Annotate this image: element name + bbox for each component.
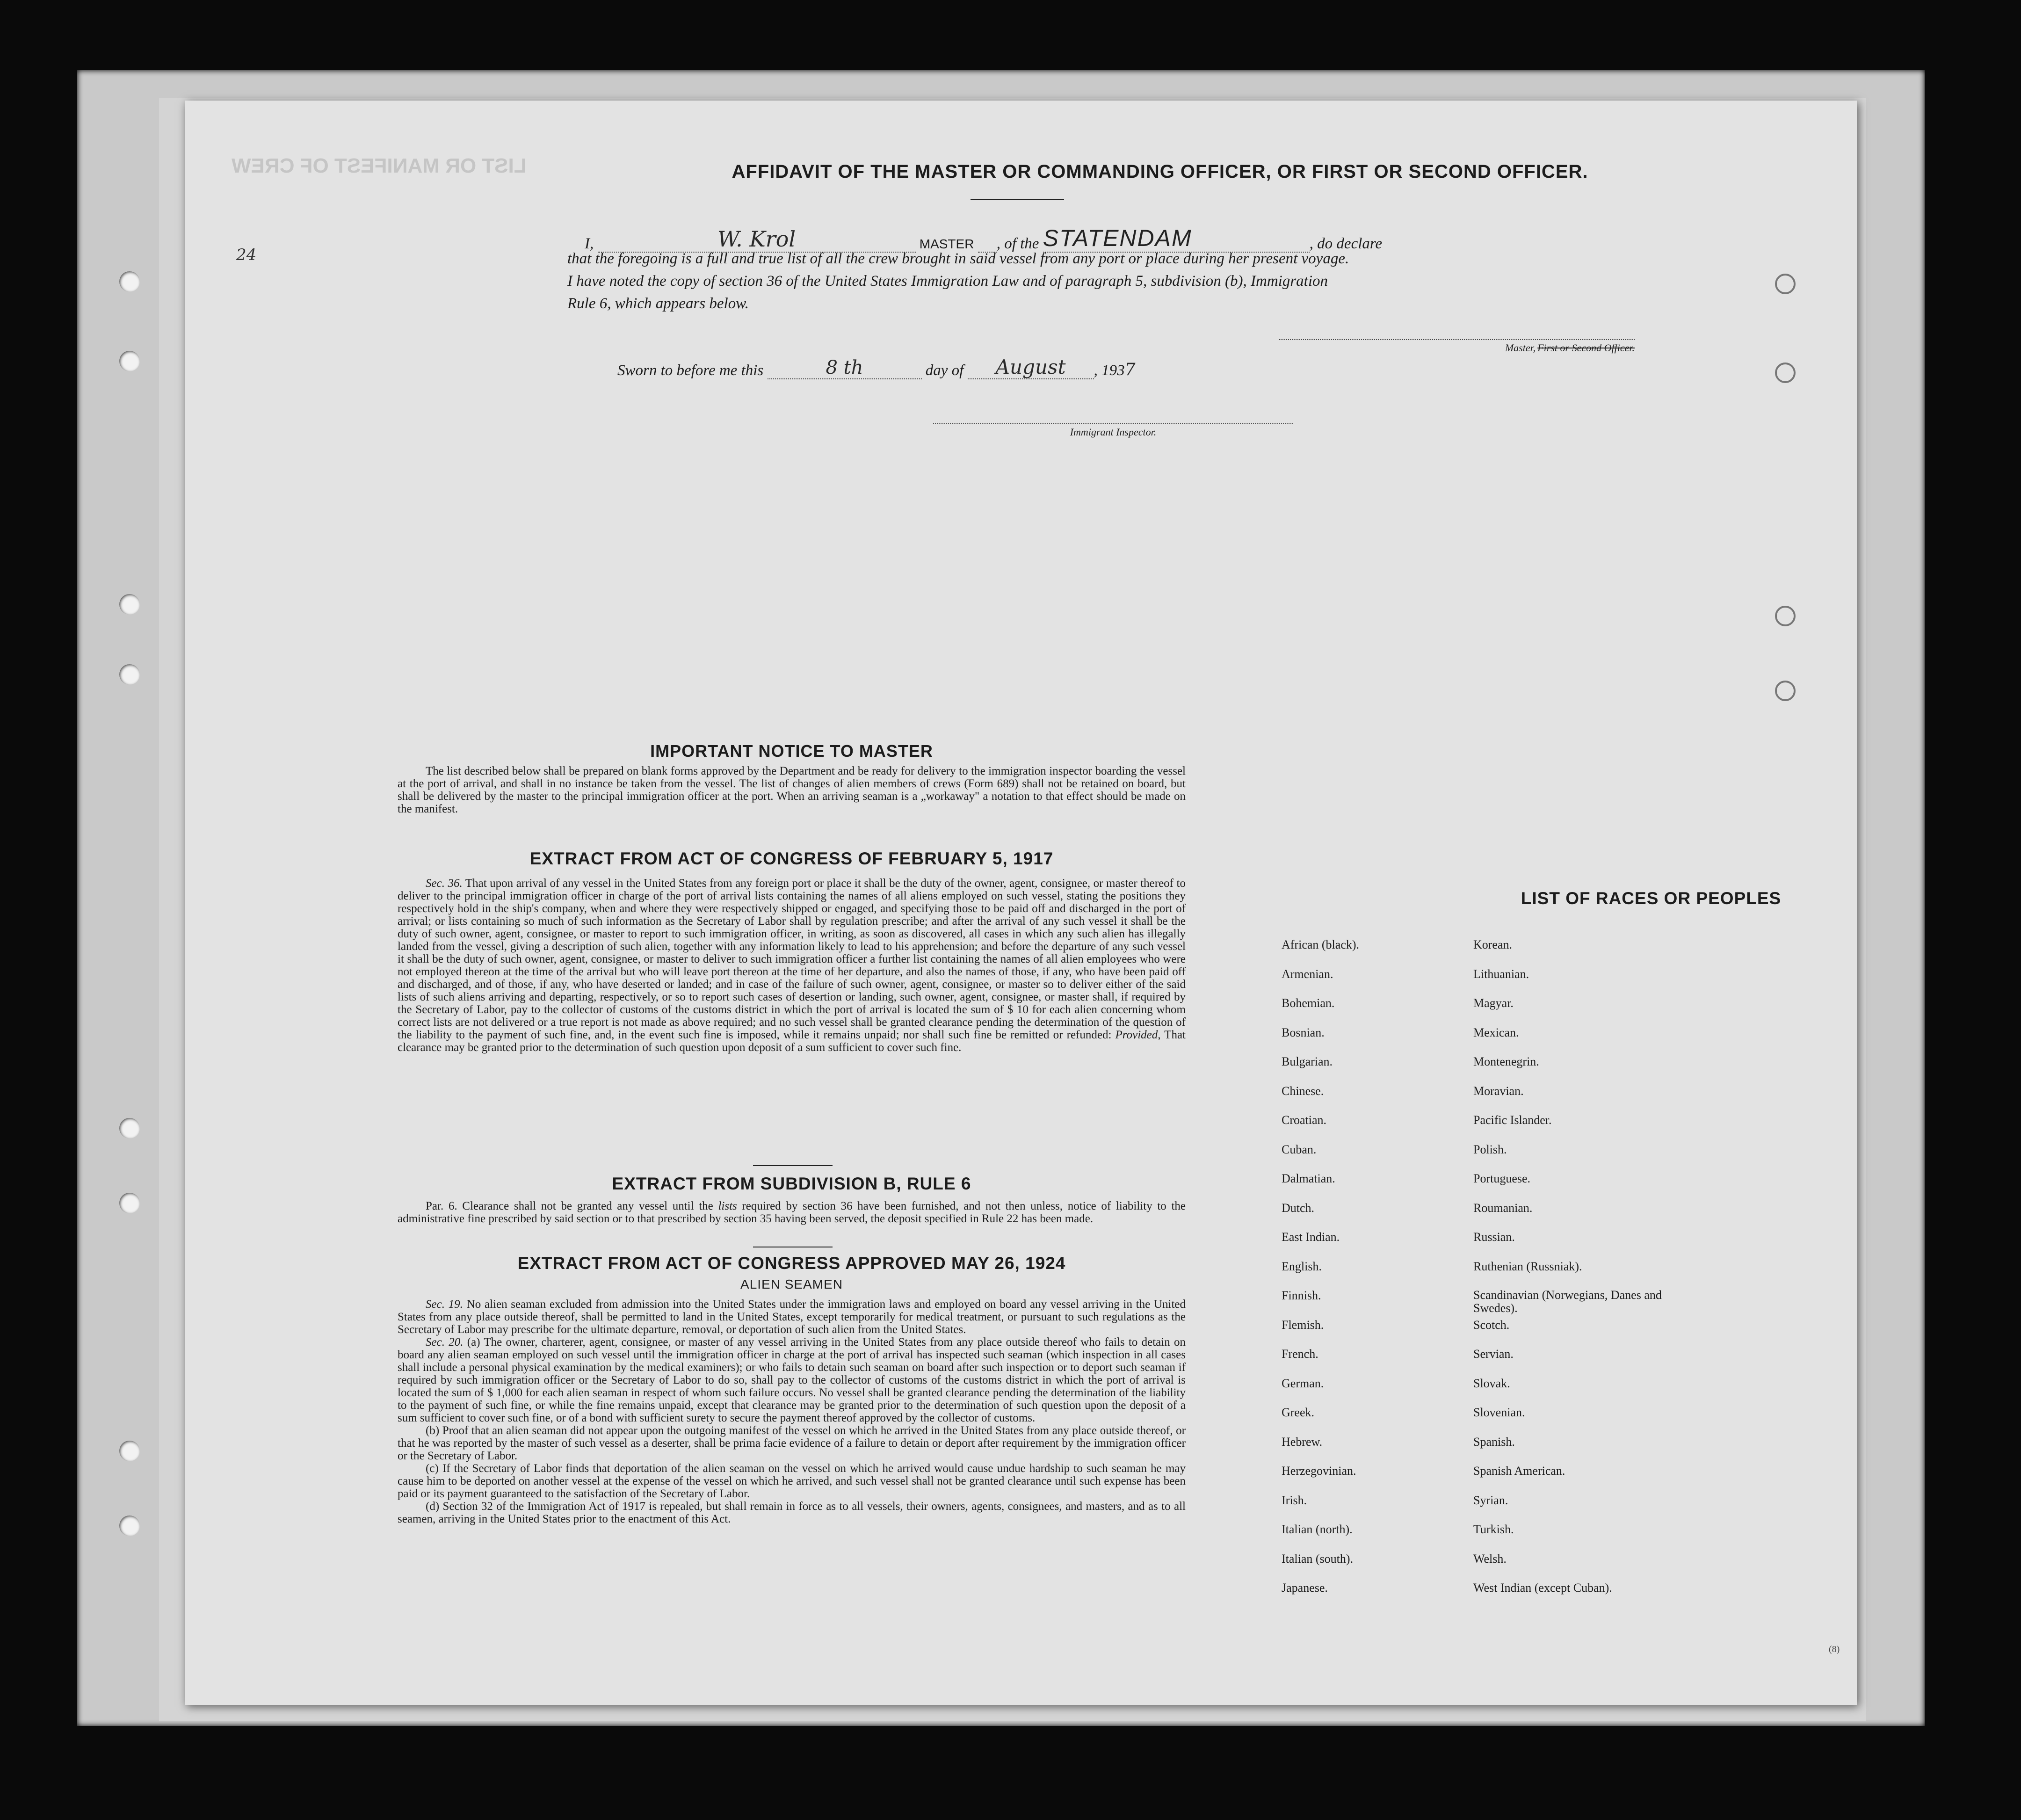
punch-hole xyxy=(119,1193,140,1213)
sec-19-paragraph xyxy=(398,1298,1186,1336)
lists-word: lists xyxy=(718,1200,737,1212)
affidavit-i: I, xyxy=(585,235,594,252)
bleed-through-text: LIST OR MANIFEST OF CREW xyxy=(232,154,527,177)
race-item: Cuban. xyxy=(1282,1142,1317,1156)
sec-36-body: That upon arrival of any vessel in the United States from any foreign port or place it shall be the duty of the owner, agent, consignee, or master thereof to deliver to the principal immigration officer in charge of the port of arrival lists containing the names of all aliens employed on such vessel, stating the positions they respectively hold in the ship's company, when and where they were respectively shipped or engaged, and specifying those to be paid off and discharged in the port of arrival; or lists containing so much of such information as the Secretary of Labor shall by regulation prescribe; and after the arrival of any such vessel it shall be the duty of such owner, agent, consignee, or master to report to such immigration officer, in writing, as soon as discovered, all cases in which any such alien has illegally landed from the vessel, giving a description of such alien, together with any information likely to lead to his apprehension; and before the departure of any such vessel it shall be the duty of such owner, agent, consignee, or master to deliver to such immigration officer a further list containing the names of all alien employees who were not employed thereon at the time of the arrival but who will leave port thereon at the time of her departure, and also the names of those, if any, who have been paid off and discharged, and of those, if any, who have deserted or landed; and in case of the failure of such owner, agent, consignee, or master so to deliver either of the said lists of such aliens arriving and departing, respectively, or so to report such cases of desertion or landing, such owner, agent, consignee, or master shall, if required by the Secretary of Labor, pay to the collector of customs of the customs district in which the port of arrival is located the sum of $ 10 for each alien concerning whom correct lists are not delivered or a true report is not made as above required; and no such vessel shall be granted clearance pending the determination of the question of the liability to the payment of such fine, and, in the event such fine is imposed, while it remains unpaid; nor shall such fine be remitted or refunded: xyxy=(398,877,1186,1041)
punch-hole xyxy=(119,271,140,292)
race-item: Moravian. xyxy=(1473,1084,1524,1098)
race-item: Bosnian. xyxy=(1282,1025,1325,1039)
race-item: Italian (south). xyxy=(1282,1552,1354,1566)
extract-1917-heading: EXTRACT FROM ACT OF CONGRESS OF FEBRUARY 5, 1917 xyxy=(529,849,1054,868)
extract-1924-heading: EXTRACT FROM ACT OF CONGRESS APPROVED MAY 26, 1924 xyxy=(517,1254,1066,1273)
race-item: Japanese. xyxy=(1282,1581,1328,1595)
sworn-line xyxy=(617,355,1136,379)
race-item: Dutch. xyxy=(1282,1201,1315,1215)
race-item: Servian. xyxy=(1473,1347,1514,1361)
inspector-label: Immigrant Inspector. xyxy=(1070,426,1157,438)
race-item: Montenegrin. xyxy=(1473,1055,1539,1068)
sec-20-label: Sec. 20. xyxy=(426,1336,464,1349)
sec-20a-body: (a) The owner, charterer, agent, consignee, or master of any vessel arriving in the United States from any place outside thereof who fails to detain on board any alien seaman employed on such vessel until the immigration officer in charge at the port of arrival has inspected such seaman (which inspection in all cases shall include a personal physical examination by the medical examiners); or who fails to detain such seaman on board after such inspection or to deport such seaman if required by such immigration officer or the Secretary of Labor to do so, shall pay to the collector of customs of the customs district in which the port of arrival is located the sum of $ 1,000 for each alien seaman in respect of whom such failure occurs. No vessel shall be granted clearance pending the determination of the liability to the payment of such fine, or while the fine remains unpaid, except that clearance may be granted prior to the determination of such question upon the deposit of a sum sufficient to cover such fine, or of a bond with sufficient surety to secure the payment thereof approved by the collector of customs. xyxy=(398,1336,1186,1424)
rank-label: MASTER xyxy=(919,237,974,251)
sec-20a-paragraph xyxy=(398,1336,1186,1424)
affidavit-title: AFFIDAVIT OF THE MASTER OR COMMANDING OFFICER, OR FIRST OR SECOND OFFICER. xyxy=(732,161,1588,182)
race-item: Finnish. xyxy=(1282,1289,1321,1302)
race-item: Dalmatian. xyxy=(1282,1172,1335,1185)
race-item: Flemish. xyxy=(1282,1318,1324,1332)
signer-name: W. Krol xyxy=(717,226,796,252)
do-declare-label: , do declare xyxy=(1309,235,1383,252)
race-item: Armenian. xyxy=(1282,967,1333,981)
extract-1924-text xyxy=(398,1298,1186,1525)
race-item: Hebrew. xyxy=(1282,1435,1323,1449)
race-item: Spanish American. xyxy=(1473,1464,1565,1478)
race-item: Scotch. xyxy=(1473,1318,1510,1332)
ring-mark xyxy=(1775,606,1796,626)
punch-hole xyxy=(119,351,140,371)
race-item: Spanish. xyxy=(1473,1435,1515,1449)
of-the-label: of the xyxy=(1004,235,1039,252)
affidavit-line-3: I have noted the copy of section 36 of the United States Immigration Law and of paragraph 5, subdivision (b), Immigration xyxy=(567,273,1328,290)
affidavit-line-1: I, W. Krol MASTER , of the STATENDAM , do declare xyxy=(585,225,1383,252)
master-signature-line xyxy=(1279,339,1635,354)
race-item: Syrian. xyxy=(1473,1493,1508,1507)
race-item: Roumanian. xyxy=(1473,1201,1533,1215)
race-item: English. xyxy=(1282,1259,1322,1273)
race-item: Slovenian. xyxy=(1473,1406,1525,1419)
day-of-label: day of xyxy=(925,362,964,379)
race-item: Herzegovinian. xyxy=(1282,1464,1356,1478)
sworn-month: August xyxy=(995,355,1066,378)
punch-hole xyxy=(119,594,140,615)
subdivision-b-heading: EXTRACT FROM SUBDIVISION B, RULE 6 xyxy=(612,1174,971,1193)
inspector-signature-line xyxy=(933,423,1293,438)
subdivision-b-text xyxy=(398,1200,1186,1225)
race-item: Croatian. xyxy=(1282,1113,1327,1127)
section-rule xyxy=(753,1165,833,1166)
notice-heading: IMPORTANT NOTICE TO MASTER xyxy=(650,741,933,761)
sworn-month-blank xyxy=(968,355,1094,379)
margin-mark: 24 xyxy=(236,246,257,264)
race-item: Polish. xyxy=(1473,1142,1507,1156)
extract-1917-text xyxy=(398,877,1186,1054)
race-item: German. xyxy=(1282,1376,1324,1390)
race-item: Welsh. xyxy=(1473,1552,1507,1566)
provided-label: Provided, xyxy=(1115,1029,1161,1041)
punch-hole xyxy=(119,1441,140,1461)
race-item: Magyar. xyxy=(1473,996,1514,1010)
title-rule xyxy=(971,199,1064,200)
race-item: Turkish. xyxy=(1473,1523,1514,1536)
signer-blank xyxy=(598,226,916,253)
sworn-day-blank xyxy=(768,357,922,379)
vessel-blank xyxy=(1043,225,1310,253)
race-item: Bulgarian. xyxy=(1282,1055,1333,1068)
race-item: Lithuanian. xyxy=(1473,967,1529,981)
sworn-year-prefix: , 193 xyxy=(1094,362,1125,379)
affidavit-page xyxy=(185,101,1857,1705)
sec-36-end: That clearance may be granted prior to the determination of such question upon deposit of a sum sufficient to cover such fine. xyxy=(398,1029,1186,1054)
sec-20b-paragraph: (b) Proof that an alien seaman did not appear upon the outgoing manifest of the vessel on which he arrived in the United States from any place outside thereof, or that he was reported by the master of such vessel as a deserter, shall be prima facie evidence of a failure to detain or deport after requirement by the immigration officer or the Secretary of Labor. xyxy=(398,1424,1186,1462)
race-item: Slovak. xyxy=(1473,1376,1510,1390)
ring-mark xyxy=(1775,363,1796,383)
ring-mark xyxy=(1775,274,1796,294)
race-item: Chinese. xyxy=(1282,1084,1324,1098)
race-item: Russian. xyxy=(1473,1230,1515,1244)
race-item: Italian (north). xyxy=(1282,1523,1353,1536)
par-6-text-b: required by section 36 have been furnished, and not then unless, notice of liability to the administrative fine prescribed by said section or to that prescribed by section 35 having been served, the deposit specified in Rule 22 has been made. xyxy=(398,1200,1186,1225)
races-heading: LIST OF RACES OR PEOPLES xyxy=(1521,889,1782,908)
race-item: Korean. xyxy=(1473,938,1513,951)
vessel-name: STATENDAM xyxy=(1043,225,1192,251)
ring-mark xyxy=(1775,681,1796,701)
race-item: French. xyxy=(1282,1347,1318,1361)
race-item: Pacific Islander. xyxy=(1473,1113,1552,1127)
race-item: Portuguese. xyxy=(1473,1172,1531,1185)
sec-36-label: Sec. 36. xyxy=(426,877,463,890)
corner-number: (8) xyxy=(1829,1644,1840,1654)
sec-20d-paragraph: (d) Section 32 of the Immigration Act of 1917 is repealed, but shall remain in force as to all vessels, their owners, agents, consignees, and masters, and as to all seamen, arriving in the United States prior to the enactment of this Act. xyxy=(398,1500,1186,1525)
sworn-year-digit: 7 xyxy=(1124,360,1136,379)
races-left-column xyxy=(1282,938,1469,1610)
punch-hole xyxy=(119,1118,140,1138)
sworn-day: 8 th xyxy=(826,357,863,378)
race-item: Greek. xyxy=(1282,1406,1315,1419)
master-label: Master, xyxy=(1505,342,1536,354)
notice-text: The list described below shall be prepared on blank forms approved by the Department and be ready for delivery to the immigration inspector boarding the vessel at the port of arrival, and shall in no instance be taken from the vessel. The list of changes of alien members of crews (Form 689) shall not be retained on board, but shall be delivered by the master to the principal immigration officer at the port. When an arriving seaman is a „workaway" a notation to that effect should be made on the manifest. xyxy=(398,765,1186,815)
extract-1924-subtitle: ALIEN SEAMEN xyxy=(740,1277,843,1291)
race-item: West Indian (except Cuban). xyxy=(1473,1581,1612,1595)
officer-label-struck: First or Second Officer. xyxy=(1537,342,1635,354)
sec-19-label: Sec. 19. xyxy=(426,1298,463,1311)
sec-19-body: No alien seaman excluded from admission into the United States under the immigration laws and employed on board any vessel arriving in the United States from any place outside thereof, shall be permitted to land in the United States, except temporarily for medical treatment, or pursuant to such regulations as the Secretary of Labor may prescribe for the ultimate departure, removal, or deportation of such alien from the United States. xyxy=(398,1298,1186,1336)
sec-20c-paragraph: (c) If the Secretary of Labor finds that deportation of the alien seaman on the vessel on which he arrived would cause undue hardship to such seaman he may cause him to be deported on another vessel at the expense of the vessel on which he arrived, and such vessel shall not be granted clearance until such expense has been paid or its payment guaranteed to the satisfaction of the Secretary of Labor. xyxy=(398,1462,1186,1500)
races-right-column xyxy=(1473,938,1670,1610)
race-item: Ruthenian (Russniak). xyxy=(1473,1259,1582,1273)
affidavit-line-2: that the foregoing is a full and true list of all the crew brought in said vessel from any port or place during her present voyage. xyxy=(567,250,1349,267)
race-item: Irish. xyxy=(1282,1493,1307,1507)
race-item: African (black). xyxy=(1282,938,1360,951)
sworn-label: Sworn to before me this xyxy=(617,362,764,379)
race-item: Bohemian. xyxy=(1282,996,1335,1010)
punch-hole xyxy=(119,1515,140,1536)
affidavit-line-4: Rule 6, which appears below. xyxy=(567,295,749,312)
punch-hole xyxy=(119,664,140,685)
race-item: Mexican. xyxy=(1473,1025,1519,1039)
race-item: Scandinavian (Norwegians, Danes and Swedes). xyxy=(1473,1288,1662,1315)
par-6-text-a: Par. 6. Clearance shall not be granted any vessel until the xyxy=(426,1200,713,1212)
race-item: East Indian. xyxy=(1282,1230,1340,1244)
